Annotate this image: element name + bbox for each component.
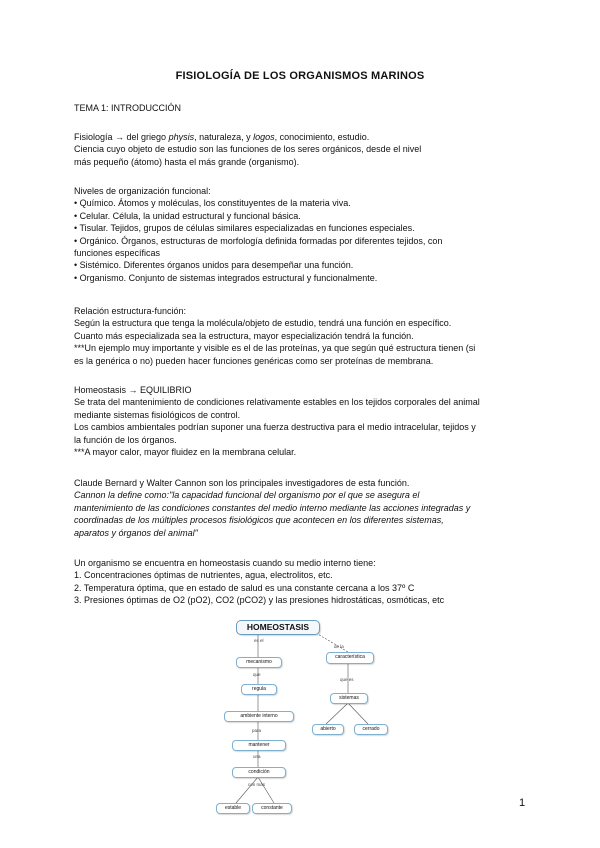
list-item: funciones específicas <box>74 248 161 259</box>
tema-heading: TEMA 1: INTRODUCCIÓN <box>74 103 182 113</box>
list-item: • Químico. Átomos y moléculas, los constituyentes de la materia viva. <box>74 198 351 209</box>
cerrado-node: cerrado <box>354 724 388 735</box>
link-label: que es <box>340 677 354 682</box>
ambiente-interno-node: ambiente interno <box>224 711 294 722</box>
niveles-heading: Niveles de organización funcional: <box>74 186 211 196</box>
homeostasis-node: HOMEOSTASIS <box>236 620 320 635</box>
condicion-node: condición <box>232 767 286 778</box>
document-title: FISIOLOGÍA DE LOS ORGANISMOS MARINOS <box>175 70 425 82</box>
mecanismo-node: mecanismo <box>236 657 282 668</box>
relacion-heading: Relación estructura-función: <box>74 306 187 316</box>
regula-node: regula <box>241 684 277 695</box>
niveles-section <box>74 185 544 284</box>
cannon-section: Claude Bernard y Walter Cannon son los principales investigadores de esta función. Cannon la define como:"la capacidad funcional del organismo por el que se asegura el mantenimiento de las condiciones constantes del medio interno mediante las acciones integradas y coordinadas de los múltiples procesos fisiológicos que acontecen en los diferentes sistemas, aparatos y órganos del animal" <box>74 478 471 538</box>
fisiologia-paragraph: Fisiología → del griego physis, naturaleza, y logos, conocimiento, estudio. Ciencia cuyo objeto de estudio son las funciones de los seres orgánicos, desde el nivel más pequeño (átomo) hasta el más grande (organismo). <box>74 132 422 167</box>
link-label: es el <box>254 638 264 643</box>
sistemas-node: sistemas <box>330 693 368 704</box>
abierto-node: abierto <box>312 724 344 735</box>
link-label: una <box>253 754 261 759</box>
link-label: para <box>252 728 262 733</box>
list-item: • Tisular. Tejidos, grupos de células similares especializadas en funciones especiales. <box>74 223 415 234</box>
constante-node: constante <box>252 803 292 814</box>
mantener-node: mantener <box>232 740 286 751</box>
link-label: con más <box>248 782 266 787</box>
link-label: que <box>253 672 261 677</box>
list-item: • Sistémico. Diferentes órganos unidos para desempeñar una función. <box>74 260 354 271</box>
homeostasis-section: Homeostasis → EQUILIBRIO Se trata del mantenimiento de condiciones relativamente estables en los tejidos corporales del animal mediante sistemas fisiológicos de control. Los cambios ambientales podrían suponer una fuerza destructiva para el medio intracelular, tejidos y la función de los órganos. ***A mayor calor, mayor fluidez en la membrana celular. <box>74 384 544 458</box>
list-item: • Organismo. Conjunto de sistemas integrados estructural y funcionalmente. <box>74 272 378 283</box>
estable-node: estable <box>216 803 250 814</box>
relacion-section: Relación estructura-función: Según la estructura que tenga la molécula/objeto de estudio, tendrá una función en específico. Cuanto más especializada sea la estructura, mayor especialización tendrá la función. ***Un ejemplo muy importante y visible es el de las proteínas, ya que según qué estructura tienen (si es la genérica o no) pueden hacer funciones genéricas como ser proteínas de membrana. <box>74 305 544 367</box>
list-item: • Orgánico. Órganos, estructuras de morfología definida formadas por diferentes tejidos, con <box>74 235 443 246</box>
list-item: • Celular. Célula, la unidad estructural y funcional básica. <box>74 210 301 221</box>
page-number: 1 <box>519 797 526 809</box>
caracteristica-node: característica <box>326 652 374 664</box>
homeostasis-heading: Homeostasis → EQUILIBRIO <box>74 385 192 395</box>
homeostasis-concept-map <box>206 608 392 814</box>
organismo-section: Un organismo se encuentra en homeostasis cuando su medio interno tiene: 1. Concentraciones óptimas de nutrientes, agua, electrolitos, etc. 2. Temperatura óptima, que en estado de salud es una constante cercana a los 37º C 3. Presiones óptimas de O2 (pO2), CO2 (pCO2) y las presiones hidrostáticas, osmóticas, etc <box>74 558 445 606</box>
link-label: de la <box>334 644 344 649</box>
